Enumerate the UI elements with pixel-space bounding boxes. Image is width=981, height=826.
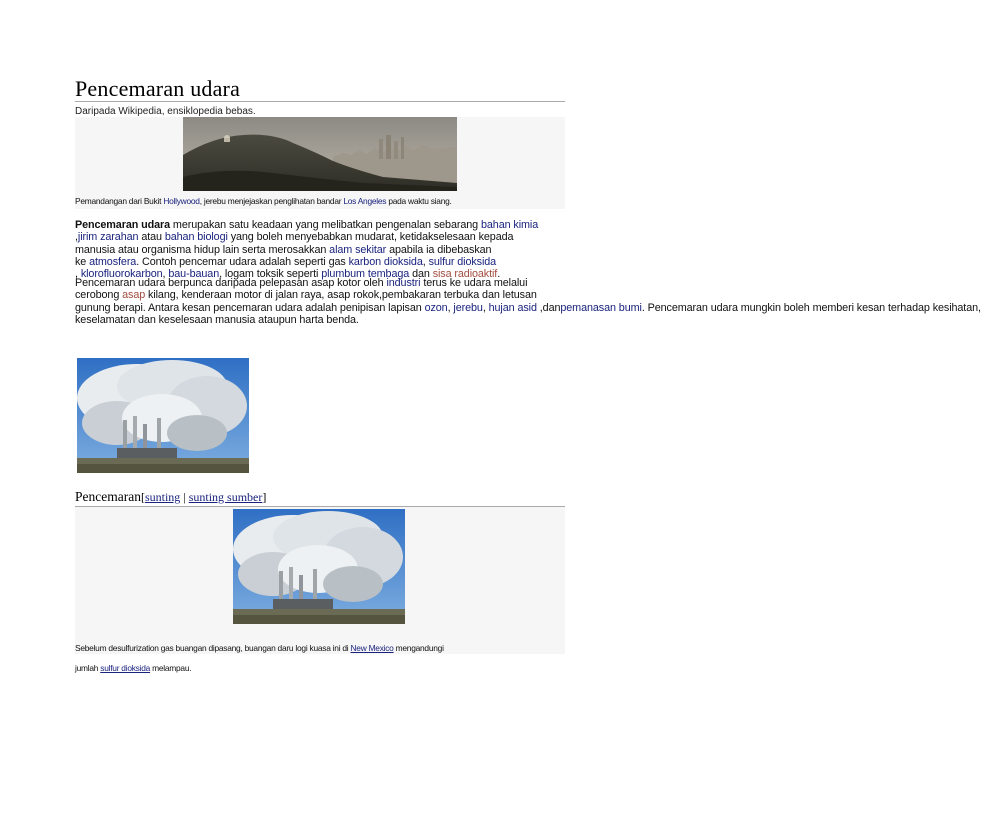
body-text: . <box>497 268 501 281</box>
page-title: Pencemaran udara <box>75 76 241 101</box>
body-text: yang boleh menyebabkan mudarat, ketidakselesaan kepada <box>227 231 514 244</box>
link-los-angeles[interactable]: Los Angeles <box>343 196 387 206</box>
body-text: , <box>162 268 169 281</box>
section-heading-text: Pencemaran <box>75 489 141 504</box>
link-sulfur-dioksida-caption[interactable]: sulfur dioksida <box>100 663 151 673</box>
factory-smoke-photo[interactable] <box>77 358 249 473</box>
body-text: Pencemaran udara berpunca daripada pelepasan asap kotor oleh <box>75 277 387 289</box>
bracket-open: [ <box>140 490 145 504</box>
caption-text: , jerebu menjejaskan penglihatan bandar <box>199 196 344 206</box>
link-hollywood[interactable]: Hollywood <box>163 196 200 206</box>
page-subtitle: Daripada Wikipedia, ensiklopedia bebas. <box>75 106 256 117</box>
body-text: manusia atau organisma hidup lain serta merosakkan <box>75 243 330 256</box>
section-heading <box>75 489 266 505</box>
link-alam-sekitar[interactable]: alam sekitar <box>329 243 387 256</box>
body-text: , logam toksik seperti <box>219 268 322 281</box>
link-karbon-dioksida[interactable]: karbon dioksida <box>348 255 423 268</box>
caption-text: jumlah <box>75 663 101 673</box>
link-sisa-radioaktif[interactable]: sisa radioaktif <box>432 268 498 281</box>
separator: | <box>180 490 189 504</box>
body-text: , <box>482 301 489 314</box>
body-text: kilang, kenderaan motor di jalan raya, asap rokok,pembakaran terbuka dan letusan <box>145 289 537 302</box>
body-text: atau <box>138 231 165 244</box>
body-text: cerobong <box>75 289 123 302</box>
figure-los-angeles-caption <box>75 196 452 206</box>
body-text: ke <box>75 255 90 268</box>
body-text: merupakan satu keadaan yang melibatkan pengenalan sebarang <box>170 219 481 231</box>
body-text: , <box>422 255 429 268</box>
body-text: dan <box>409 268 433 281</box>
link-pemanasan-bumi[interactable]: pemanasan bumi <box>560 301 642 314</box>
link-bahan-biologi[interactable]: bahan biologi <box>164 231 228 244</box>
caption-text: Pemandangan dari Bukit <box>75 196 164 206</box>
link-industri[interactable]: industri <box>386 277 421 289</box>
intro-paragraph <box>75 219 567 280</box>
edit-source-link[interactable]: sunting sumber <box>188 490 263 504</box>
link-bau-bauan[interactable]: bau-bauan <box>168 268 220 281</box>
link-tembaga[interactable]: tembaga <box>367 268 410 281</box>
title-divider <box>75 101 565 102</box>
link-plumbum[interactable]: plumbum <box>321 268 365 281</box>
body-text: gunung berapi. Antara kesan pencemaran udara adalah penipisan lapisan <box>75 301 425 314</box>
link-atmosfera[interactable]: atmosfera <box>89 255 137 268</box>
link-new-mexico[interactable]: New Mexico <box>350 643 394 653</box>
body-text: . Contoh pencemar udara adalah seperti gas <box>136 255 349 268</box>
body-text: . Pencemaran udara mungkin boleh memberi kesan terhadap kesihatan, <box>641 301 981 314</box>
body-text: , <box>447 301 454 314</box>
figure-los-angeles <box>75 117 565 209</box>
caption-text: pada waktu siang. <box>386 196 452 206</box>
body-text: , <box>75 268 81 281</box>
link-ozon[interactable]: ozon <box>424 301 448 314</box>
caption-text: mengandungi <box>393 643 444 653</box>
caption-text: melampau. <box>150 663 192 673</box>
body-text: terus ke udara melalui <box>420 277 528 289</box>
bold-term: Pencemaran udara <box>75 219 171 231</box>
link-hujan-asid[interactable]: hujan asid <box>488 301 537 314</box>
link-jerebu[interactable]: jerebu <box>453 301 483 314</box>
edit-section-link[interactable]: sunting <box>144 490 181 504</box>
link-bahan-kimia[interactable]: bahan kimia <box>480 219 539 231</box>
figure-new-mexico <box>75 506 565 654</box>
body-text: , <box>75 231 78 244</box>
caption-text: Sebelum desulfurization gas buangan dipasang, buangan daru logi kuasa ini di <box>75 643 351 653</box>
figure-new-mexico-caption <box>75 638 565 678</box>
link-sulfur-dioksida[interactable]: sulfur dioksida <box>428 255 497 268</box>
link-asap[interactable]: asap <box>122 289 146 302</box>
section-divider <box>75 506 565 507</box>
body-text: keselamatan dan keselesaan manusia ataupun harta benda. <box>75 313 359 326</box>
link-klorofluorokarbon[interactable]: klorofluorokarbon <box>80 268 163 281</box>
power-plant-photo[interactable] <box>233 509 405 624</box>
body-text: apabila ia dibebaskan <box>386 243 492 256</box>
bracket-close: ] <box>262 490 267 504</box>
body-text: ,dan <box>536 301 561 314</box>
causes-paragraph <box>75 277 981 326</box>
link-jirim-zarahan[interactable]: jirim zarahan <box>77 231 139 244</box>
los-angeles-smog-photo[interactable] <box>183 117 457 191</box>
